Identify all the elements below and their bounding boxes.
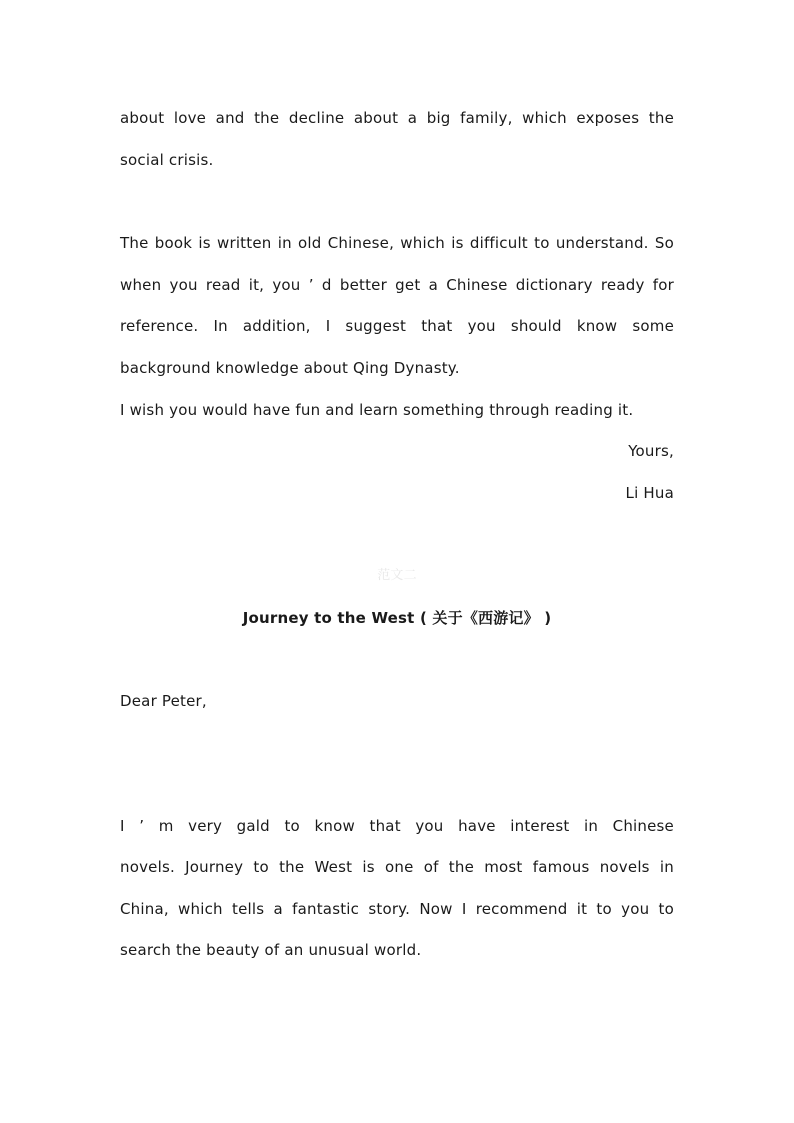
letter-greeting: Dear Peter, <box>120 692 207 710</box>
text-line: I wish you would have fun and learn something through reading it. <box>120 401 634 419</box>
text-line: when you read it, you ’ d better get a Chinese dictionary ready for <box>120 276 674 294</box>
closing-salutation: Yours, <box>628 442 674 460</box>
faint-section-heading: 范文二 <box>377 568 417 583</box>
closing-signature: Li Hua <box>625 484 674 502</box>
text-line: novels. Journey to the West is one of the most famous novels in <box>120 858 674 876</box>
text-line: search the beauty of an unusual world. <box>120 941 422 959</box>
text-line: I ’ m very gald to know that you have interest in Chinese <box>120 817 674 835</box>
text-line: China, which tells a fantastic story. Now I recommend it to you to <box>120 900 674 918</box>
text-line: The book is written in old Chinese, which is difficult to understand. So <box>120 234 674 252</box>
text-line: social crisis. <box>120 151 214 169</box>
text-line: about love and the decline about a big family, which exposes the <box>120 109 674 127</box>
essay-title: Journey to the West ( 关于《西游记》 ) <box>242 609 552 627</box>
text-line: background knowledge about Qing Dynasty. <box>120 359 460 377</box>
text-line: reference. In addition, I suggest that you should know some <box>120 317 674 335</box>
